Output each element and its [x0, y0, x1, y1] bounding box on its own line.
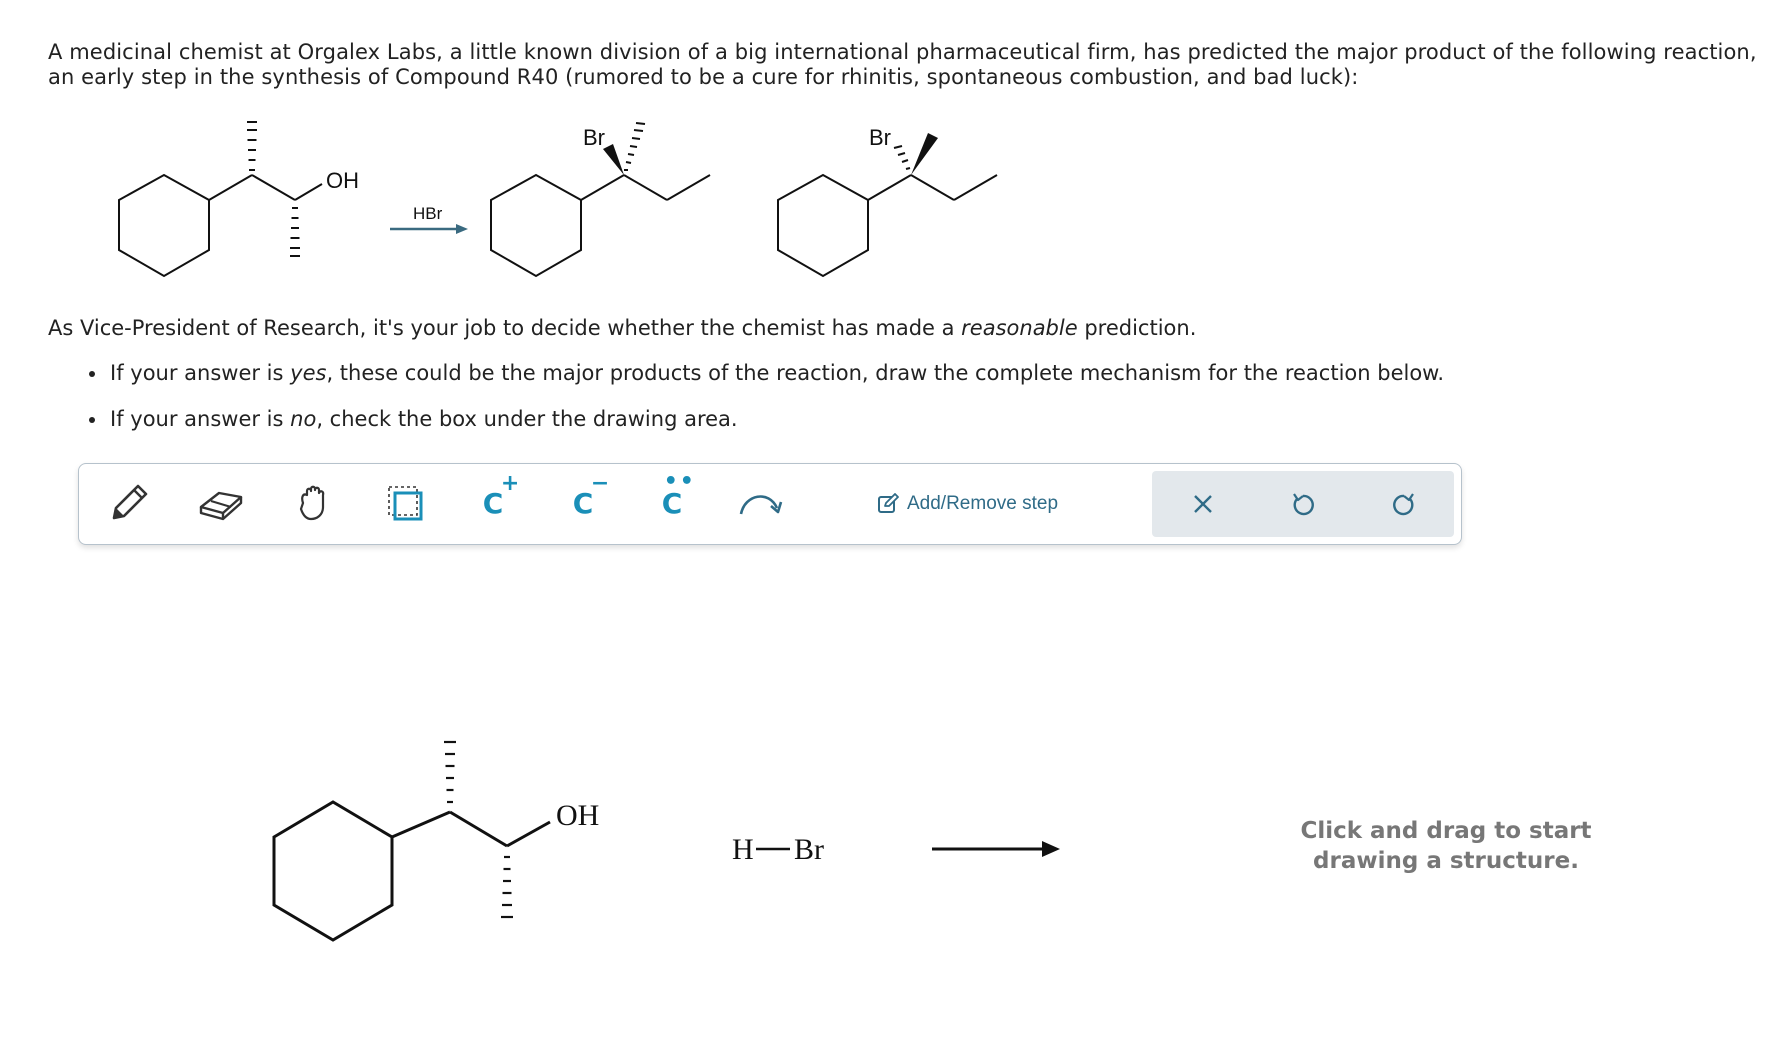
reagent-br-label: Br — [794, 833, 824, 866]
hand-tool[interactable] — [285, 474, 343, 532]
hand-icon — [293, 483, 335, 523]
add-remove-step-button[interactable] — [877, 484, 1058, 524]
pencil-icon — [106, 480, 152, 526]
undo-icon — [1290, 491, 1316, 517]
eraser-icon — [197, 483, 245, 523]
canvas-reaction — [0, 560, 1100, 980]
reagent-h-label: H — [732, 833, 754, 866]
pencil-tool[interactable] — [100, 474, 158, 532]
curved-arrow-tool[interactable] — [732, 474, 790, 532]
lone-pair-icon: •• C — [661, 468, 696, 520]
carbocation-icon: C + — [482, 470, 520, 520]
reactant-oh-label: OH — [326, 168, 359, 193]
edit-controls — [1152, 471, 1454, 537]
lone-pair-tool[interactable] — [643, 468, 701, 532]
carbocation-tool[interactable] — [464, 470, 522, 532]
add-remove-step-label: Add/Remove step — [907, 493, 1059, 514]
product2-br-label: Br — [869, 125, 891, 150]
question-text: As Vice-President of Research, it's your job to decide whether the chemist has made a reasonable prediction. — [48, 316, 1197, 340]
list-item: • If your answer is yes, these could be the major products of the reaction, draw the complete mechanism for the reaction below. — [108, 350, 1444, 396]
curved-arrow-icon — [735, 486, 787, 520]
instruction-list — [82, 350, 1444, 442]
undo-button[interactable] — [1274, 475, 1332, 533]
redo-icon — [1391, 491, 1417, 517]
canvas-hint: Click and drag to start drawing a structure. — [1300, 818, 1592, 874]
selection-box-icon — [385, 483, 425, 523]
list-item: • If your answer is no, check the box under the drawing area. — [108, 396, 1444, 442]
reaction-arrow — [1042, 841, 1060, 857]
intro-text: A medicinal chemist at Orgalex Labs, a little known division of a big international pharmaceutical firm, has predicted the major product of the following reaction, an early step in the synthesis of Compound R40 (rumored to be a cure for rhinitis, spontaneous combustion, and bad luck): — [48, 40, 1757, 89]
reagent-label: HBr — [413, 204, 443, 223]
clear-icon — [1191, 492, 1215, 516]
drawing-toolbar — [78, 463, 1462, 545]
reaction-scheme — [0, 100, 1100, 290]
product1-ring — [491, 175, 581, 276]
start-material-ring — [274, 802, 392, 940]
carbanion-tool[interactable] — [554, 470, 612, 532]
reactant-ring — [119, 175, 209, 276]
edit-icon — [877, 493, 899, 515]
drawing-canvas[interactable] — [0, 560, 1790, 1038]
carbanion-icon: C − — [572, 470, 610, 520]
clear-button[interactable] — [1174, 475, 1232, 533]
eraser-tool[interactable] — [192, 474, 250, 532]
start-oh-label: OH — [556, 799, 600, 832]
product2-ring — [778, 175, 868, 276]
select-tool[interactable] — [376, 474, 434, 532]
product1-br-label: Br — [583, 125, 605, 150]
redo-button[interactable] — [1375, 475, 1433, 533]
